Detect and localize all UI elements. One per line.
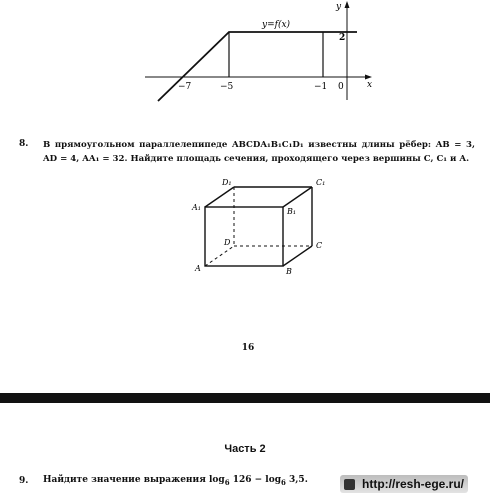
edge-a-d-hidden: [205, 246, 234, 266]
problem-9-text: [43, 475, 308, 487]
tick-label-minus-5: −5: [220, 82, 234, 92]
vertex-label-c: C: [316, 241, 323, 250]
vertex-label-d: D: [224, 238, 231, 247]
tick-label-minus-7: −7: [178, 82, 192, 92]
watermark-link[interactable]: [340, 475, 468, 493]
parallelepiped-figure: [0, 170, 490, 280]
edge-b-c: [283, 246, 312, 266]
problem-9-base-2: 6: [281, 477, 286, 487]
problem-9-base-1: 6: [224, 477, 230, 487]
y-tick-2: 2: [339, 33, 346, 43]
vertex-label-a: A: [195, 264, 201, 273]
watermark-icon: [344, 479, 355, 490]
front-face: [205, 207, 283, 266]
x-axis-label: x: [367, 80, 373, 90]
problem-8-text: В прямоугольном параллелепипеде ABCDA₁B₁C₁D₁ известны длины рёбер: AB = 3, AD = 4, AA₁ = 32. Найдите площадь сечения, проходящего через вершины C, C₁ и A.: [43, 140, 475, 164]
problem-9-text-middle: 126 − log: [229, 475, 282, 485]
vertex-label-d1: D₁: [222, 178, 232, 187]
vertex-label-a1: A₁: [192, 203, 201, 212]
function-graph: [0, 0, 490, 110]
part-title: Часть 2: [224, 443, 266, 455]
edge-a1-d1: [205, 187, 234, 207]
vertex-label-b: B: [286, 267, 292, 276]
page-divider: [0, 393, 490, 403]
y-axis-arrow-icon: [345, 1, 350, 8]
problem-9-text-before: Найдите значение выражения log: [43, 475, 225, 485]
x-axis-arrow-icon: [365, 75, 372, 80]
page-number: 16: [241, 343, 255, 353]
function-label: y=f(x): [262, 20, 291, 30]
problem-9-number: 9.: [19, 476, 29, 486]
watermark-text: http://resh-ege.ru/: [362, 477, 465, 491]
problem-8-number: 8.: [19, 139, 29, 149]
vertex-label-c1: C₁: [316, 178, 326, 187]
y-axis-label: y: [336, 2, 342, 12]
tick-label-0: 0: [338, 82, 344, 92]
problem-9-text-after: 3,5.: [285, 475, 308, 485]
tick-label-minus-1: −1: [314, 82, 328, 92]
edge-b1-c1: [283, 187, 312, 207]
vertex-label-b1: B₁: [287, 207, 297, 216]
